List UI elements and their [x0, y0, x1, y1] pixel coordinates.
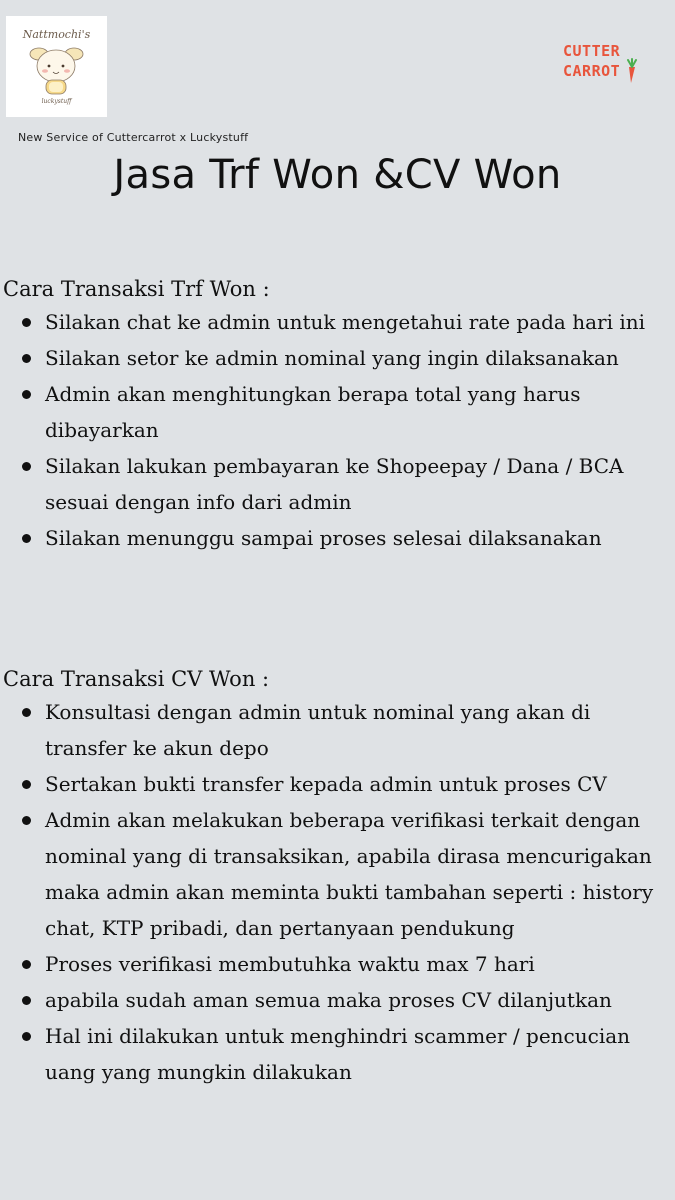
- steps-list: [0, 694, 670, 1090]
- bullet-icon: [22, 354, 31, 363]
- list-item: [0, 982, 670, 1018]
- list-item-text: Silakan menunggu sampai proses selesai dilaksanakan: [45, 526, 602, 550]
- list-item: [0, 520, 670, 556]
- service-subtitle: New Service of Cuttercarrot x Luckystuff: [18, 131, 249, 144]
- list-item-text: Silakan lakukan pembayaran ke Shopeepay / Dana / BCA sesuai dengan info dari admin: [45, 454, 624, 514]
- list-item: [0, 448, 670, 520]
- list-item-text: Hal ini dilakukan untuk menghindri scammer / pencucian uang yang mungkin dilakukan: [45, 1024, 631, 1084]
- bullet-icon: [22, 960, 31, 969]
- list-item-text: Sertakan bukti transfer kepada admin untuk proses CV: [45, 772, 607, 796]
- steps-list: [0, 304, 670, 556]
- list-item-text: Admin akan melakukan beberapa verifikasi terkait dengan nominal yang di transaksikan, apabila dirasa mencurigakan maka admin akan meminta bukti tambahan seperti : history chat, KTP pribadi, dan pertanyaan pendukung: [45, 808, 654, 940]
- list-item: [0, 376, 670, 448]
- bullet-icon: [22, 318, 31, 327]
- list-item: [0, 946, 670, 982]
- bullet-icon: [22, 996, 31, 1005]
- section-heading: Cara Transaksi CV Won :: [3, 667, 270, 691]
- list-item-text: Silakan chat ke admin untuk mengetahui rate pada hari ini: [45, 310, 646, 334]
- list-item-text: apabila sudah aman semua maka proses CV dilanjutkan: [45, 988, 612, 1012]
- list-item: [0, 1018, 670, 1090]
- bullet-icon: [22, 708, 31, 717]
- list-item: [0, 304, 670, 340]
- bullet-icon: [22, 1032, 31, 1041]
- bullet-icon: [22, 534, 31, 543]
- list-item: [0, 694, 670, 766]
- logo-subtitle: luckystuff: [41, 98, 72, 105]
- section-cv-won: [0, 664, 670, 1090]
- logo-name: Nattmochi's: [22, 28, 91, 41]
- bullet-icon: [22, 462, 31, 471]
- carrot-icon: [622, 58, 640, 84]
- section-trf-won: [0, 274, 670, 556]
- list-item: [0, 802, 670, 946]
- list-item: [0, 766, 670, 802]
- list-item: [0, 340, 670, 376]
- page-title: Jasa Trf Won &CV Won: [113, 152, 562, 198]
- list-item-text: Admin akan menghitungkan berapa total yang harus dibayarkan: [45, 382, 581, 442]
- bullet-icon: [22, 780, 31, 789]
- list-item-text: Silakan setor ke admin nominal yang ingin dilaksanakan: [45, 346, 619, 370]
- logo-line-1: CUTTER: [563, 42, 621, 60]
- logo-line-2: CARROT: [563, 62, 621, 80]
- section-heading: Cara Transaksi Trf Won :: [3, 277, 270, 301]
- cuttercarrot-logo: [560, 40, 642, 90]
- list-item-text: Konsultasi dengan admin untuk nominal yang akan di transfer ke akun depo: [45, 700, 591, 760]
- bullet-icon: [22, 390, 31, 399]
- list-item-text: Proses verifikasi membutuhka waktu max 7 hari: [45, 952, 535, 976]
- nattmochis-logo: [6, 16, 107, 117]
- bullet-icon: [22, 816, 31, 825]
